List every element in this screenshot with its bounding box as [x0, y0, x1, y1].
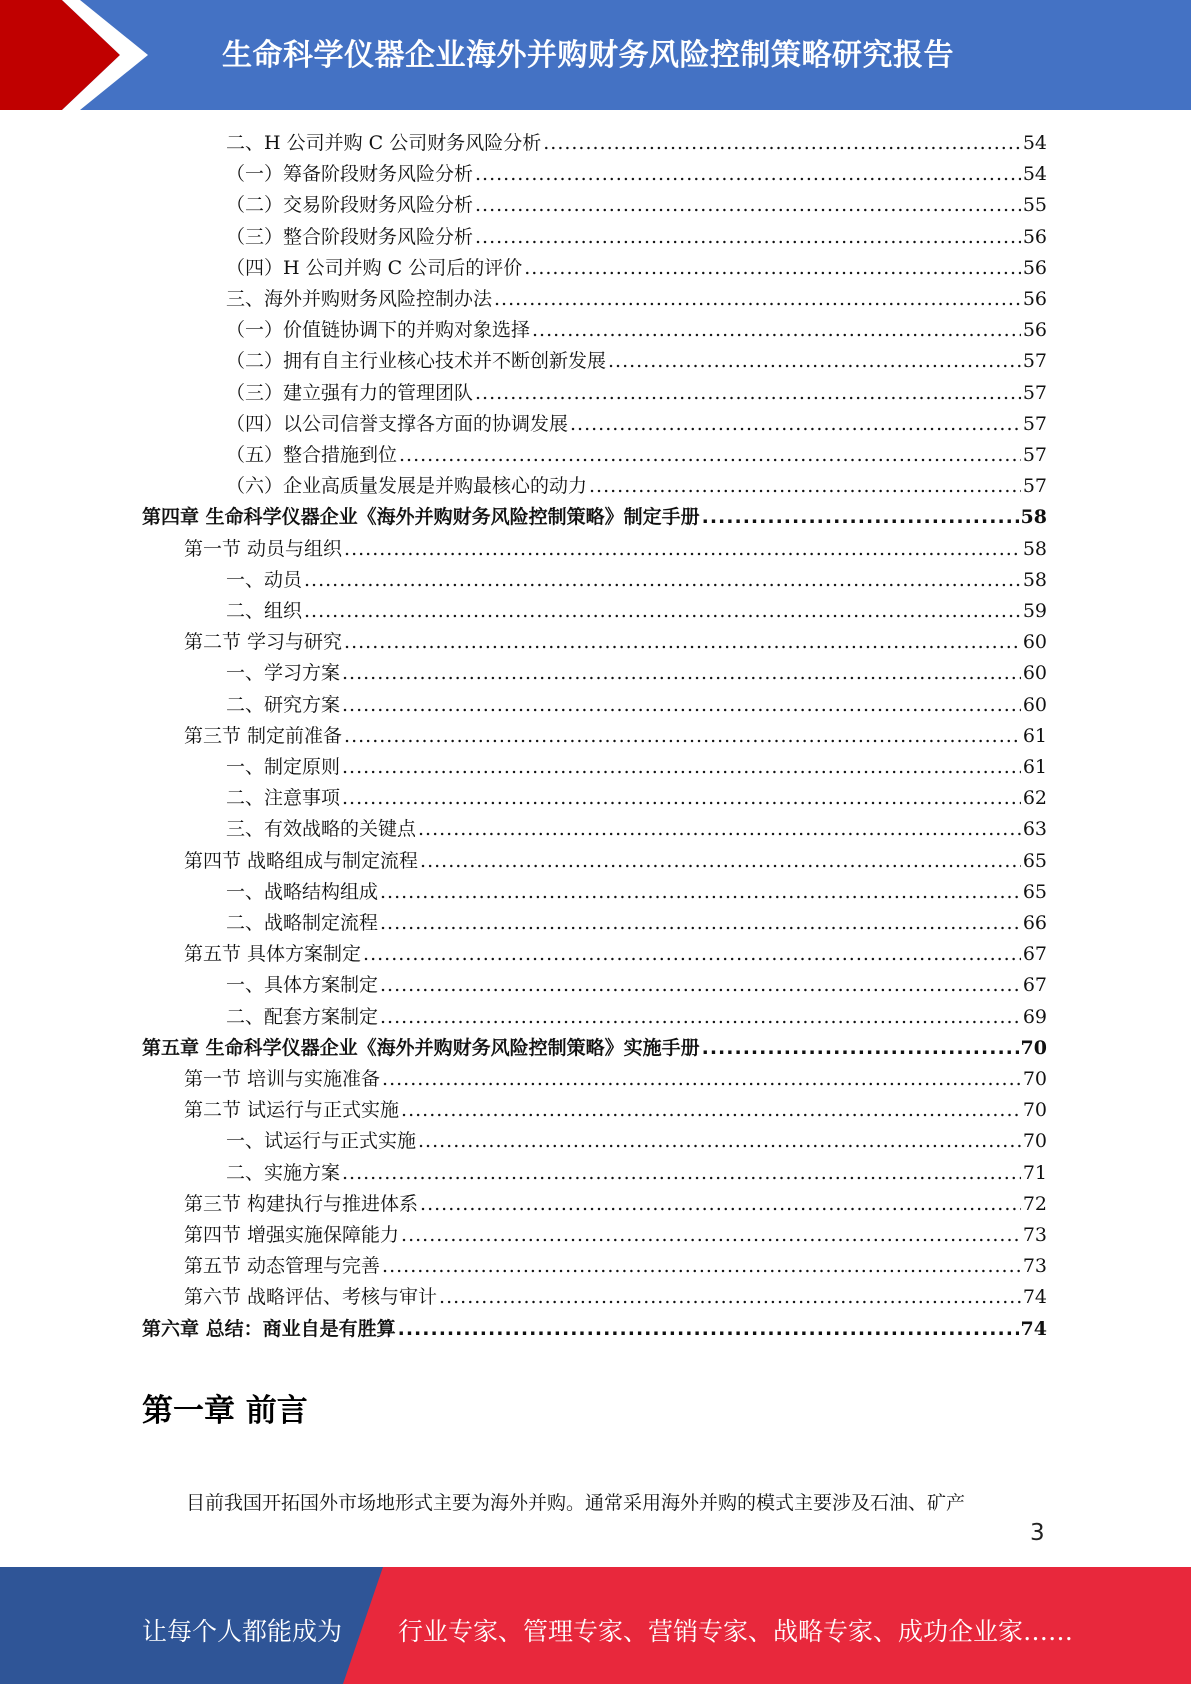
toc-leader-dots: [532, 319, 1021, 341]
toc-entry-title: 一、战略结构组成: [226, 880, 379, 903]
toc-entry-page: 74: [1022, 1286, 1047, 1309]
toc-entry[interactable]: [226, 284, 1047, 315]
toc-entry[interactable]: [226, 970, 1047, 1001]
toc-entry-page: 74: [1020, 1317, 1047, 1340]
toc-entry-title: 一、具体方案制定: [226, 974, 379, 997]
toc-entry-page: 65: [1022, 880, 1047, 903]
toc-entry-page: 59: [1022, 600, 1047, 622]
toc-entry-title: （五）整合措施到位: [226, 444, 398, 466]
toc-entry-title: 第六章 总结：商业自是有胜算: [142, 1317, 396, 1340]
toc-entry-title: 二、H 公司并购 C 公司财务风险分析: [226, 132, 542, 154]
toc-leader-dots: [418, 818, 1021, 840]
toc-leader-dots: [702, 506, 1019, 528]
toc-entry-page: 57: [1022, 412, 1047, 435]
toc-entry[interactable]: [226, 378, 1047, 409]
toc-entry[interactable]: [226, 471, 1047, 502]
toc-entry[interactable]: [142, 502, 1047, 533]
toc-entry-page: 56: [1022, 288, 1047, 310]
toc-entry[interactable]: [226, 690, 1047, 721]
toc-entry[interactable]: [226, 877, 1047, 908]
toc-entry-title: 二、注意事项: [226, 787, 341, 810]
toc-entry-title: 一、学习方案: [226, 662, 341, 685]
toc-entry-page: 58: [1022, 537, 1047, 560]
toc-leader-dots: [342, 662, 1021, 684]
toc-entry-page: 56: [1022, 319, 1047, 342]
toc-leader-dots: [475, 163, 1021, 185]
toc-entry[interactable]: [226, 253, 1047, 284]
footer-slogan-right: 行业专家、管理专家、营销专家、战略专家、成功企业家……: [398, 1617, 1074, 1646]
toc-entry-title: （一）筹备阶段财务风险分析: [226, 163, 474, 186]
toc-entry-title: 第四节 增强实施保障能力: [184, 1224, 400, 1246]
toc-entry-page: 71: [1022, 1161, 1047, 1184]
toc-entry[interactable]: [184, 721, 1047, 752]
toc-leader-dots: [401, 1224, 1021, 1246]
toc-entry-title: （四）以公司信誉支撑各方面的协调发展: [226, 412, 569, 435]
toc-entry-title: （三）建立强有力的管理团队: [226, 381, 474, 404]
header-title: 生命科学仪器企业海外并购财务风险控制策略研究报告: [222, 38, 954, 73]
toc-entry[interactable]: [226, 814, 1047, 845]
toc-entry-title: 第五节 动态管理与完善: [184, 1255, 381, 1278]
toc-entry[interactable]: [226, 908, 1047, 939]
toc-entry[interactable]: [226, 783, 1047, 814]
toc-entry-title: 第四节 战略组成与制定流程: [184, 849, 419, 872]
toc-leader-dots: [398, 1318, 1019, 1340]
toc-entry[interactable]: [226, 596, 1047, 627]
toc-entry-title: 第二节 试运行与正式实施: [184, 1099, 400, 1122]
toc-entry[interactable]: [226, 440, 1047, 471]
toc-leader-dots: [380, 881, 1021, 903]
toc-entry[interactable]: [184, 534, 1047, 565]
toc-leader-dots: [420, 1193, 1021, 1215]
body-paragraph: 目前我国开拓国外市场地形式主要为海外并购。通常采用海外并购的模式主要涉及石油、矿产: [186, 1492, 966, 1514]
toc-entry-page: 70: [1020, 1036, 1047, 1059]
toc-leader-dots: [543, 132, 1021, 154]
toc-leader-dots: [475, 382, 1021, 404]
toc-leader-dots: [380, 912, 1021, 934]
toc-entry[interactable]: [226, 658, 1047, 689]
toc-leader-dots: [401, 1099, 1021, 1121]
toc-leader-dots: [342, 756, 1021, 778]
toc-entry-title: 一、试运行与正式实施: [226, 1130, 417, 1153]
toc-entry[interactable]: [226, 346, 1047, 377]
toc-entry[interactable]: [142, 1314, 1047, 1345]
toc-entry-page: 60: [1022, 693, 1047, 716]
toc-entry-title: 二、实施方案: [226, 1161, 341, 1184]
toc-entry[interactable]: [184, 1189, 1047, 1220]
toc-entry-page: 73: [1022, 1224, 1047, 1246]
toc-entry[interactable]: [226, 128, 1047, 159]
toc-entry-title: 第一节 培训与实施准备: [184, 1068, 381, 1090]
toc-leader-dots: [382, 1068, 1021, 1090]
toc-leader-dots: [608, 350, 1021, 372]
toc-entry-page: 72: [1022, 1192, 1047, 1215]
toc-entry-title: 第三节 构建执行与推进体系: [184, 1192, 419, 1215]
toc-entry-page: 69: [1022, 1005, 1047, 1028]
toc-entry-page: 73: [1022, 1255, 1047, 1278]
toc-entry-page: 62: [1022, 787, 1047, 810]
toc-leader-dots: [702, 1037, 1019, 1059]
toc-entry-page: 67: [1022, 974, 1047, 997]
toc-entry[interactable]: [142, 1033, 1047, 1064]
toc-leader-dots: [342, 694, 1021, 716]
toc-entry-page: 55: [1022, 194, 1047, 217]
toc-entry-title: （三）整合阶段财务风险分析: [226, 225, 474, 248]
toc-entry-page: 57: [1022, 444, 1047, 466]
toc-entry-title: 第五章 生命科学仪器企业《海外并购财务风险控制策略》实施手册: [142, 1036, 700, 1059]
toc-leader-dots: [524, 257, 1021, 279]
toc-entry[interactable]: [184, 627, 1047, 658]
toc-entry-page: 58: [1022, 568, 1047, 591]
toc-entry-title: 二、研究方案: [226, 693, 341, 716]
toc-entry-title: 第二节 学习与研究: [184, 631, 343, 654]
toc-entry-page: 60: [1022, 662, 1047, 685]
toc-entry-page: 63: [1022, 818, 1047, 841]
toc-entry-page: 58: [1020, 506, 1047, 529]
toc-entry-page: 57: [1022, 381, 1047, 404]
toc-entry-title: 二、组织: [226, 600, 303, 622]
toc-entry[interactable]: [226, 315, 1047, 346]
page-number: 3: [1030, 1520, 1045, 1546]
toc-entry-title: 第六节 战略评估、考核与审计: [184, 1286, 438, 1309]
toc-entry[interactable]: [226, 190, 1047, 221]
toc-entry-page: 54: [1022, 163, 1047, 186]
toc-entry-title: 三、有效战略的关键点: [226, 818, 417, 841]
chapter-heading: 第一章 前言: [142, 1393, 308, 1429]
page-header: [0, 0, 1191, 110]
toc-entry-page: 60: [1022, 631, 1047, 654]
toc-entry-title: 二、配套方案制定: [226, 1005, 379, 1028]
toc-entry[interactable]: [184, 939, 1047, 970]
toc-entry[interactable]: [226, 1002, 1047, 1033]
toc-leader-dots: [589, 475, 1021, 497]
toc-leader-dots: [570, 413, 1021, 435]
toc-entry[interactable]: [226, 565, 1047, 596]
toc-entry-title: （四）H 公司并购 C 公司后的评价: [226, 256, 523, 279]
toc-entry-title: 第四章 生命科学仪器企业《海外并购财务风险控制策略》制定手册: [142, 506, 700, 529]
toc-entry[interactable]: [184, 1282, 1047, 1313]
toc-leader-dots: [475, 226, 1021, 248]
toc-entry[interactable]: [184, 846, 1047, 877]
toc-entry-title: （一）价值链协调下的并购对象选择: [226, 319, 531, 342]
toc-entry-page: 66: [1022, 912, 1047, 934]
toc-entry-page: 54: [1022, 132, 1047, 154]
toc-entry-page: 67: [1022, 943, 1047, 966]
toc-entry-page: 70: [1022, 1099, 1047, 1122]
toc-entry[interactable]: [184, 1220, 1047, 1251]
toc-entry[interactable]: [226, 1126, 1047, 1157]
toc-leader-dots: [380, 1006, 1021, 1028]
toc-leader-dots: [420, 850, 1021, 872]
toc-entry[interactable]: [226, 752, 1047, 783]
toc-entry-page: 57: [1022, 475, 1047, 498]
toc-entry-page: 70: [1022, 1130, 1047, 1153]
toc-entry-title: 一、制定原则: [226, 756, 341, 778]
toc-entry-page: 56: [1022, 225, 1047, 248]
toc-leader-dots: [439, 1286, 1021, 1308]
toc-entry[interactable]: [226, 222, 1047, 253]
toc-leader-dots: [304, 569, 1021, 591]
toc-leader-dots: [475, 194, 1021, 216]
toc-entry-page: 65: [1022, 849, 1047, 872]
toc-leader-dots: [344, 725, 1021, 747]
toc-entry-title: （二）交易阶段财务风险分析: [226, 194, 474, 217]
toc-leader-dots: [344, 538, 1021, 560]
footer-slogan-left: 让每个人都能成为: [142, 1617, 343, 1646]
toc-leader-dots: [418, 1130, 1021, 1152]
toc-leader-dots: [342, 787, 1021, 809]
toc-entry-title: 第五节 具体方案制定: [184, 943, 362, 966]
toc-entry-page: 61: [1022, 724, 1047, 747]
toc-entry[interactable]: [184, 1251, 1047, 1282]
toc-entry-page: 56: [1022, 256, 1047, 279]
toc-entry-title: （六）企业高质量发展是并购最核心的动力: [226, 475, 588, 498]
toc-entry-page: 61: [1022, 756, 1047, 778]
toc-entry[interactable]: [184, 1064, 1047, 1095]
toc-leader-dots: [494, 288, 1021, 310]
toc-entry-title: 二、战略制定流程: [226, 912, 379, 934]
toc-leader-dots: [380, 974, 1021, 996]
toc-leader-dots: [399, 444, 1021, 466]
header-arrow-decoration: [0, 0, 160, 110]
toc-entry-title: 第一节 动员与组织: [184, 537, 343, 560]
toc-entry[interactable]: [226, 1158, 1047, 1189]
toc-entry-title: （二）拥有自主行业核心技术并不断创新发展: [226, 350, 607, 373]
toc-entry-page: 70: [1022, 1068, 1047, 1090]
toc-leader-dots: [382, 1255, 1021, 1277]
toc-leader-dots: [344, 631, 1021, 653]
toc-leader-dots: [363, 943, 1021, 965]
toc-leader-dots: [342, 1162, 1021, 1184]
toc-entry-title: 一、动员: [226, 568, 303, 591]
toc-leader-dots: [304, 600, 1021, 622]
toc-entry[interactable]: [226, 409, 1047, 440]
toc-entry-title: 三、海外并购财务风险控制办法: [226, 288, 493, 310]
toc-entry-title: 第三节 制定前准备: [184, 724, 343, 747]
toc-entry[interactable]: [184, 1095, 1047, 1126]
toc-entry-page: 57: [1022, 350, 1047, 373]
toc-entry[interactable]: [226, 159, 1047, 190]
